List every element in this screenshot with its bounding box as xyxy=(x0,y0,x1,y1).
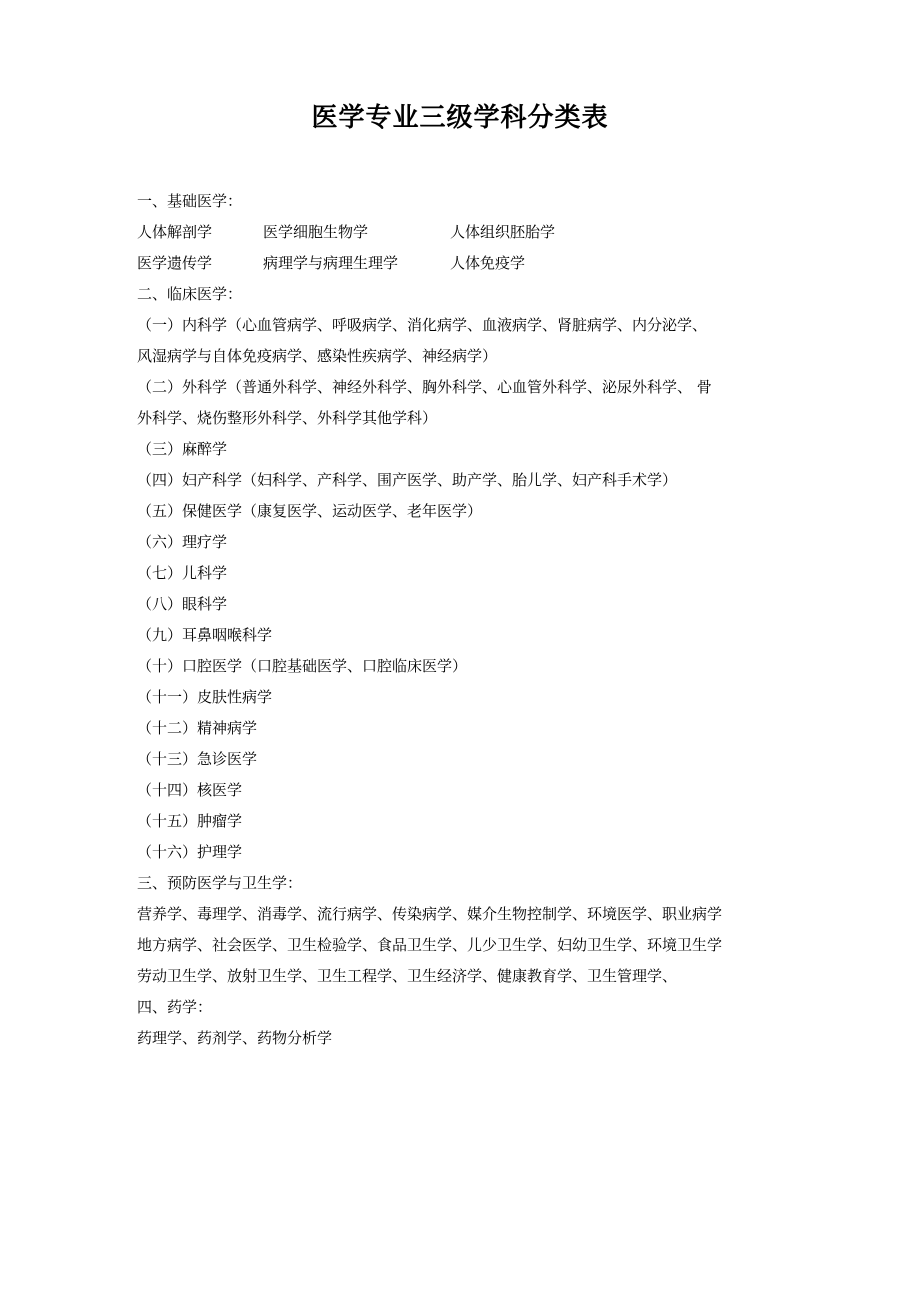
clinical-item: （十二）精神病学 xyxy=(137,719,258,737)
section-heading-preventive: 三、预防医学与卫生学： xyxy=(137,874,303,892)
document-body xyxy=(137,186,797,1054)
clinical-item-surgery: （二）外科学（普通外科学、神经外科学、胸外科学、心血管外科学、泌尿外科学、 骨 xyxy=(137,378,712,396)
basic-row-1 xyxy=(137,217,797,248)
subject-item: 人体解剖学 xyxy=(137,223,213,241)
basic-row-2 xyxy=(137,248,797,279)
clinical-item: （十四）核医学 xyxy=(137,781,243,799)
preventive-line: 地方病学、社会医学、卫生检验学、食品卫生学、儿少卫生学、妇幼卫生学、环境卫生学 xyxy=(137,936,723,954)
subject-item: 人体组织胚胎学 xyxy=(450,223,556,241)
section-heading-basic: 一、基础医学： xyxy=(137,192,243,210)
clinical-item: （五）保健医学（康复医学、运动医学、老年医学） xyxy=(137,502,483,520)
clinical-item: （九）耳鼻咽喉科学 xyxy=(137,626,273,644)
clinical-item: （十三）急诊医学 xyxy=(137,750,258,768)
clinical-item: （三）麻醉学 xyxy=(137,440,228,458)
clinical-item-internal: （一）内科学（心血管病学、呼吸病学、消化病学、血液病学、肾脏病学、内分泌学、 xyxy=(137,316,708,334)
subject-item: 人体免疫学 xyxy=(450,254,526,272)
section-heading-clinical: 二、临床医学： xyxy=(137,285,243,303)
page-title: 医学专业三级学科分类表 xyxy=(311,103,609,133)
clinical-item-internal-cont: 风湿病学与自体免疫病学、感染性疾病学、神经病学） xyxy=(137,347,498,365)
clinical-item: （八）眼科学 xyxy=(137,595,228,613)
clinical-item: （十五）肿瘤学 xyxy=(137,812,243,830)
clinical-item: （六）理疗学 xyxy=(137,533,228,551)
section-heading-pharmacy: 四、药学： xyxy=(137,998,213,1016)
clinical-item: （七）儿科学 xyxy=(137,564,228,582)
clinical-item: （四）妇产科学（妇科学、产科学、围产医学、助产学、胎儿学、妇产科手术学） xyxy=(137,471,678,489)
preventive-line: 营养学、毒理学、消毒学、流行病学、传染病学、媒介生物控制学、环境医学、职业病学 xyxy=(137,905,723,923)
clinical-item-surgery-cont: 外科学、烧伤整形外科学、外科学其他学科） xyxy=(137,409,438,427)
subject-item: 医学细胞生物学 xyxy=(263,223,369,241)
preventive-line: 劳动卫生学、放射卫生学、卫生工程学、卫生经济学、健康教育学、卫生管理学、 xyxy=(137,967,678,985)
clinical-item: （十）口腔医学（口腔基础医学、口腔临床医学） xyxy=(137,657,468,675)
clinical-item: （十一）皮肤性病学 xyxy=(137,688,273,706)
pharmacy-line: 药理学、药剂学、药物分析学 xyxy=(137,1029,333,1047)
clinical-item: （十六）护理学 xyxy=(137,843,243,861)
subject-item: 医学遗传学 xyxy=(137,254,213,272)
subject-item: 病理学与病理生理学 xyxy=(263,254,399,272)
